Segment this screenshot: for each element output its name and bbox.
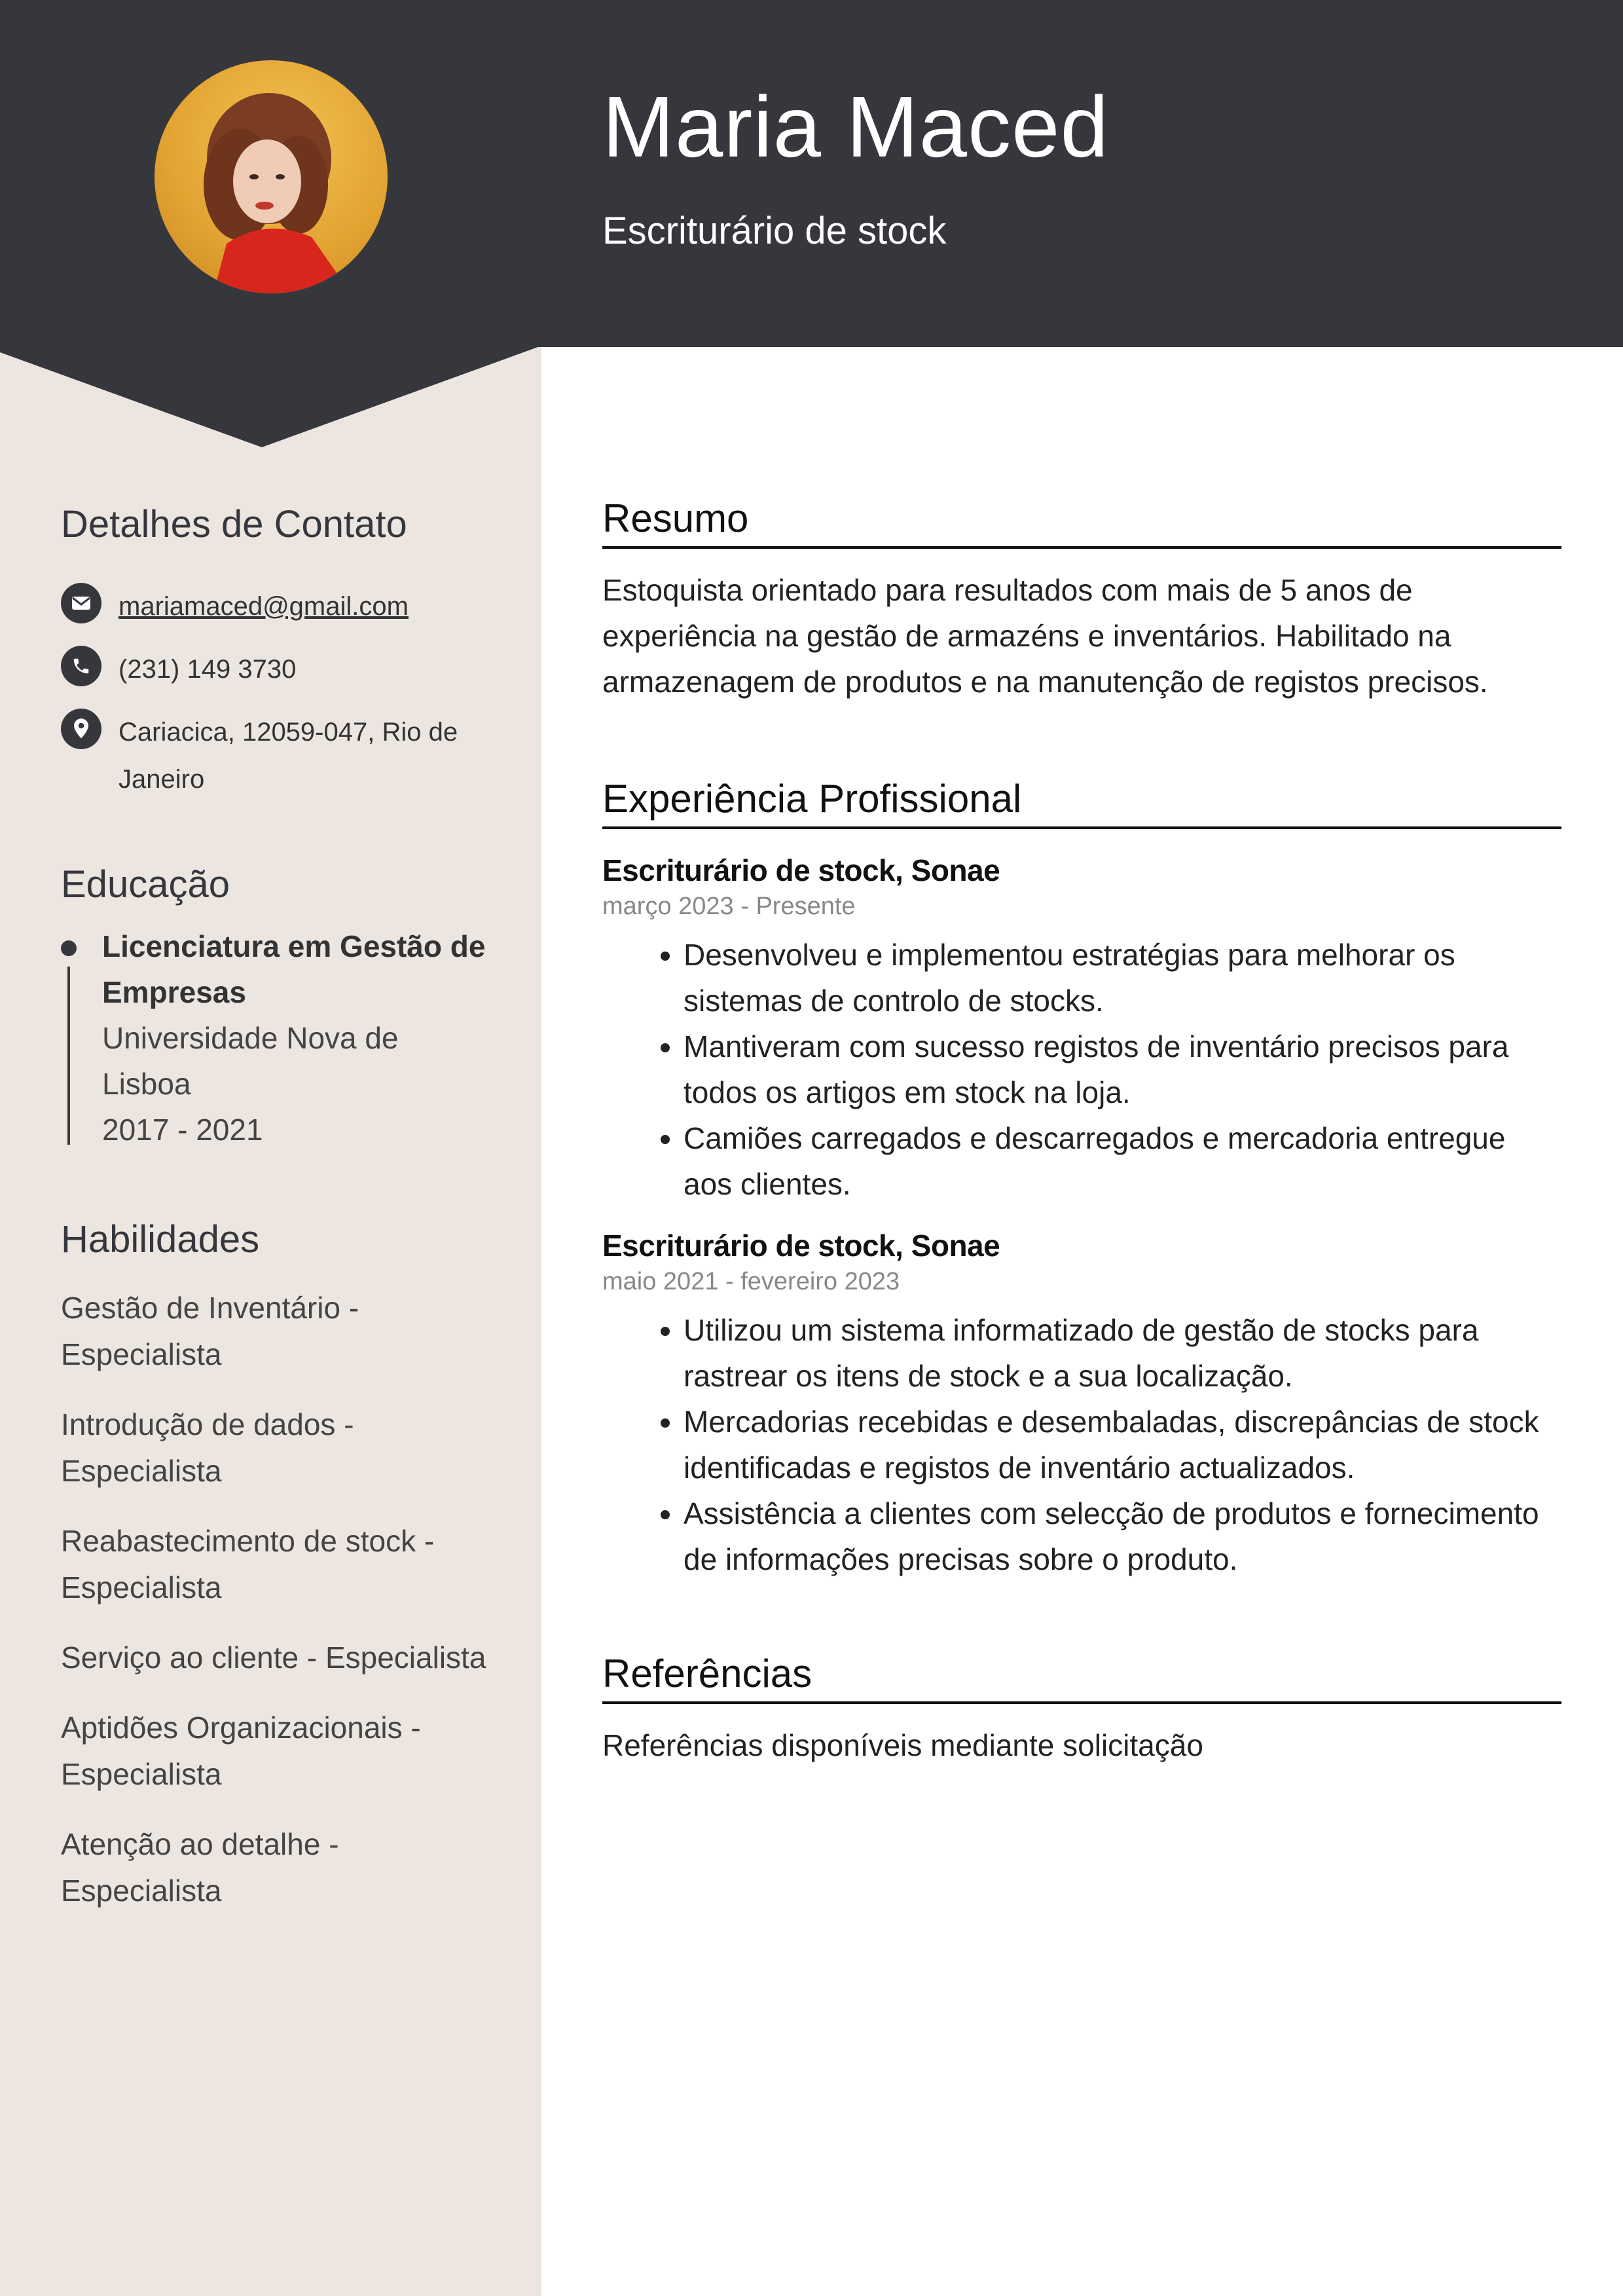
timeline-line	[67, 967, 70, 1145]
phone-icon	[61, 646, 101, 686]
job-dates: maio 2021 - fevereiro 2023	[602, 1267, 900, 1295]
skill-item: Serviço ao cliente - Especialista	[61, 1640, 486, 1675]
contact-heading: Detalhes de Contato	[61, 503, 407, 546]
education-heading: Educação	[61, 863, 230, 906]
references-text: Referências disponíveis mediante solicitação	[602, 1728, 1203, 1762]
candidate-name: Maria Maced	[602, 79, 1109, 175]
references-heading: Referências	[602, 1650, 1561, 1704]
envelope-icon	[61, 583, 101, 623]
phone-number: (231) 149 3730	[119, 655, 297, 684]
avatar	[155, 60, 388, 293]
experience-section	[602, 775, 1561, 1582]
email-link[interactable]: mariamaced@gmail.com	[119, 592, 409, 621]
job-bullet: • Mercadorias recebidas e desembaladas, discrepâncias de stock identificadas e registos de inventário actualizados.	[684, 1399, 1561, 1491]
timeline-dot	[61, 940, 77, 956]
job-bullet: • Utilizou um sistema informatizado de gestão de stocks para rastrear os itens de stock e a sua localização.	[684, 1307, 1561, 1399]
skill-item: Reabastecimento de stock - Especialista	[61, 1524, 435, 1604]
job-entry	[602, 1227, 1561, 1582]
job-bullets	[602, 932, 1561, 1207]
summary-text: Estoquista orientado para resultados com mais de 5 anos de experiência na gestão de armazéns e inventários. Habilitado na armazenagem de produtos e na manutenção de registos precisos.	[602, 573, 1488, 699]
skill-item: Introdução de dados - Especialista	[61, 1407, 354, 1488]
address-text: Cariacica, 12059-047, Rio de Janeiro	[119, 718, 458, 794]
job-bullet: • Camiões carregados e descarregados e mercadoria entregue aos clientes.	[684, 1115, 1561, 1207]
education-degree: Licenciatura em Gestão de Empresas	[102, 929, 486, 1009]
candidate-title: Escriturário de stock	[602, 210, 947, 252]
skill-item: Atenção ao detalhe - Especialista	[61, 1827, 339, 1908]
job-dates: março 2023 - Presente	[602, 892, 856, 920]
job-bullet: • Mantiveram com sucesso registos de inventário precisos para todos os artigos em stock na loja.	[684, 1024, 1561, 1115]
header-chevron	[0, 346, 541, 447]
experience-heading: Experiência Profissional	[602, 775, 1561, 829]
skills-heading: Habilidades	[61, 1218, 260, 1261]
summary-heading: Resumo	[602, 495, 1561, 549]
job-bullet: • Desenvolveu e implementou estratégias para melhorar os sistemas de controlo de stocks.	[684, 932, 1561, 1024]
location-pin-icon	[61, 709, 101, 749]
job-title: Escriturário de stock, Sonae	[602, 1229, 1000, 1263]
skill-item: Gestão de Inventário - Especialista	[61, 1291, 359, 1371]
job-bullet: • Assistência a clientes com selecção de produtos e fornecimento de informações precisas sobre o produto.	[684, 1491, 1561, 1582]
job-bullets	[602, 1307, 1561, 1582]
contact-email-row	[61, 583, 485, 630]
job-entry	[602, 851, 1561, 1207]
education-entry	[102, 923, 495, 1153]
summary-section	[602, 495, 1561, 705]
education-years: 2017 - 2021	[102, 1113, 263, 1147]
job-title: Escriturário de stock, Sonae	[602, 853, 1000, 887]
contact-phone-row	[61, 646, 485, 693]
education-school: Universidade Nova de Lisboa	[102, 1021, 399, 1101]
contact-address-row	[61, 709, 485, 803]
portrait-image	[155, 60, 388, 293]
references-section	[602, 1650, 1561, 1768]
skills-list	[61, 1285, 506, 1938]
skill-item: Aptidões Organizacionais - Especialista	[61, 1711, 421, 1791]
